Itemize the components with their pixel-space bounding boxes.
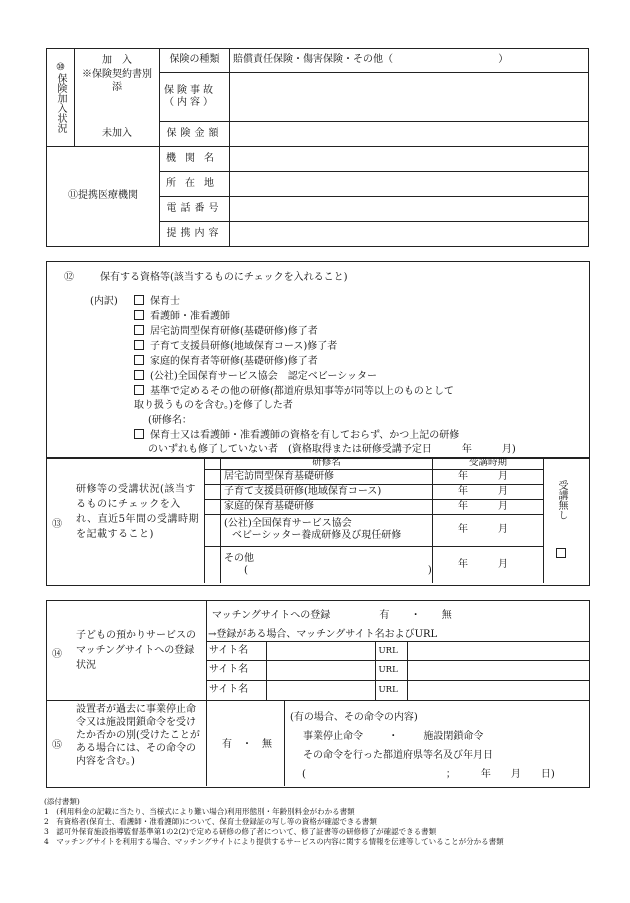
training-row-name-line1: (公社)全国保育サービス協会 xyxy=(224,517,352,529)
matching-dot: ・ xyxy=(410,610,421,621)
order-close[interactable]: 施設閉鎖命令 xyxy=(423,731,484,742)
training-row-name xyxy=(221,546,433,583)
training-none-checkbox[interactable] xyxy=(556,548,566,558)
checkbox[interactable] xyxy=(134,325,144,335)
training-name-field: (研修名： xyxy=(148,415,192,426)
insurance-section-number: ⑩ xyxy=(56,62,65,73)
training-section-number: ⑬ xyxy=(52,519,62,530)
attachment-item: 3 認可外保育施設指導監督基準第1の2(2)で定める研修の修了者について、修了証書等の研修修了が確認できる書類 xyxy=(44,827,437,836)
medical-section-title: ⑪提携医療機関 xyxy=(47,147,160,247)
checkbox[interactable] xyxy=(134,355,144,365)
qualification-item xyxy=(134,367,377,382)
order-issuer: その命令を行った都道府県等名及び年月日 xyxy=(303,750,493,761)
qualifications-number: ⑫ xyxy=(64,272,74,283)
training-row-name: 居宅訪問型保育基礎研修 xyxy=(221,469,433,484)
site-url-label: URL xyxy=(375,661,407,681)
site-url-label: URL xyxy=(375,642,407,661)
insurance-type-close: ） xyxy=(498,54,509,66)
month-label: 月 xyxy=(498,558,508,570)
qualification-item xyxy=(134,307,230,322)
qualification-other-cont: 取り扱うものを含む。)を修了した者 xyxy=(134,400,293,411)
qualification-label: (公社)全国保育サービス協会 認定ベビーシッター xyxy=(150,371,378,382)
order-date: ( ； 年 月 日) xyxy=(302,769,555,780)
order-stop[interactable]: 事業停止命令 xyxy=(303,731,363,742)
qualification-label: 保育士 xyxy=(150,296,180,307)
attachments xyxy=(44,797,595,847)
training-check-cell[interactable] xyxy=(205,546,221,583)
qualification-none-cont: のいずれも修了していない者 (資格取得または研修受講予定日 年 月) xyxy=(148,444,516,455)
training-row-period[interactable] xyxy=(433,514,544,546)
training-row-name xyxy=(221,514,433,546)
medical-address-label: 所在地 xyxy=(160,172,230,197)
site-url-label: URL xyxy=(375,681,407,700)
training-row-period[interactable] xyxy=(433,469,544,484)
qualification-item xyxy=(134,426,459,441)
matching-note: →登録がある場合、マッチングサイト名およびURL xyxy=(208,629,438,640)
year-label: 年 xyxy=(458,470,468,482)
training-check-cell[interactable] xyxy=(205,469,221,484)
qualifications-breakdown: (内訳) xyxy=(90,296,118,307)
medical-name-label: 機関名 xyxy=(160,147,230,172)
site-name-label: サイト名 xyxy=(206,642,266,661)
medical-content-value[interactable] xyxy=(230,222,589,247)
month-label: 月 xyxy=(498,500,508,512)
qualification-label: 基準で定めるその他の研修(都道府県知事等が同等以上のものとして xyxy=(150,386,454,397)
checkbox[interactable] xyxy=(134,295,144,305)
site-url-value[interactable] xyxy=(407,642,589,661)
training-row-name-line2: ベビーシッター養成研修及び現任研修 xyxy=(232,530,402,542)
insurance-contract-note: ※保険契約書別添 xyxy=(82,69,152,93)
site-name-label: サイト名 xyxy=(206,681,266,700)
medical-address-value[interactable] xyxy=(230,172,589,197)
checkbox[interactable] xyxy=(134,385,144,395)
order-detail-title: (有の場合、その命令の内容) xyxy=(290,712,418,723)
training-row-name: 子育て支援員研修(地域保育コース) xyxy=(221,484,433,499)
matching-registration-label: マッチングサイトへの登録 xyxy=(212,610,331,621)
insurance-accident-value[interactable] xyxy=(230,73,589,122)
matching-no[interactable]: 無 xyxy=(441,610,452,621)
site-name-value[interactable] xyxy=(266,681,375,700)
training-check-cell[interactable] xyxy=(205,499,221,514)
site-url-value[interactable] xyxy=(407,681,589,700)
order-types xyxy=(303,727,483,742)
matching-registration xyxy=(212,606,452,621)
site-name-value[interactable] xyxy=(266,661,375,681)
training-row-name: 家庭的保育基礎研修 xyxy=(221,499,433,514)
insurance-section-title: 保険加入状況 xyxy=(55,73,66,133)
attachments-title: (添付書類) xyxy=(44,797,80,806)
insurance-type-options: 賠償責任保険・傷害保険・その他（ xyxy=(233,54,393,66)
qualification-label: 保育士又は看護師・准看護師の資格を有しておらず、かつ上記の研修 xyxy=(150,430,460,441)
matching-section-number: ⑭ xyxy=(52,649,62,660)
insurance-accident-label: 保険事故（内容） xyxy=(160,73,230,122)
insurance-type-value xyxy=(230,49,589,73)
month-label: 月 xyxy=(498,485,508,497)
insurance-not-joined: 未加入 xyxy=(102,128,132,139)
medical-name-value[interactable] xyxy=(230,147,589,172)
order-sep: ・ xyxy=(388,731,399,742)
year-label: 年 xyxy=(458,485,468,497)
qualification-item xyxy=(134,292,180,307)
checkbox[interactable] xyxy=(134,310,144,320)
training-table xyxy=(204,457,544,583)
training-row-period[interactable] xyxy=(433,499,544,514)
attachment-item: 1 (利用料金の記載に当たり、当様式により難い場合)利用形態別・年齢別料金がわかる書類 xyxy=(44,807,355,816)
training-period-header: 受講時期 xyxy=(433,457,544,469)
site-name-value[interactable] xyxy=(266,642,375,661)
matching-section-label: 子どもの預かりサービスのマッチングサイトへの登録状況 xyxy=(76,630,196,671)
medical-phone-label: 電話番号 xyxy=(160,197,230,222)
year-label: 年 xyxy=(458,500,468,512)
checkbox[interactable] xyxy=(134,429,144,439)
training-section-label: 研修等の受講状況(該当するものにチェックを入れ、直近5年間の受講時期を記載すること) xyxy=(76,484,199,540)
qualification-item xyxy=(134,382,454,397)
insurance-amount-value[interactable] xyxy=(230,122,589,147)
insurance-joined: 加 入 xyxy=(102,55,132,66)
site-name-label: サイト名 xyxy=(206,661,266,681)
matching-yes[interactable]: 有 xyxy=(379,610,390,621)
month-label: 月 xyxy=(498,524,508,536)
attachment-item: 4 マッチングサイトを利用する場合、マッチングサイトにより提供するサービスの内容に関する情報を伝達等していることが分かる書類 xyxy=(44,837,504,846)
insurance-medical-table xyxy=(46,48,589,247)
checkbox[interactable] xyxy=(134,340,144,350)
medical-content-label: 提携内容 xyxy=(160,222,230,247)
training-name-header: 研修名 xyxy=(221,457,433,469)
qualification-label: 家庭的保育者等研修(基礎研修)修了者 xyxy=(150,356,318,367)
year-label: 年 xyxy=(458,524,468,536)
training-check-header xyxy=(205,457,221,469)
training-check-cell[interactable] xyxy=(205,514,221,546)
insurance-type-label: 保険の種類 xyxy=(160,49,230,73)
qualification-item xyxy=(134,322,318,337)
training-none-label: 受講無し xyxy=(556,480,567,520)
qualification-label: 子育て支援員研修(地域保育コース)修了者 xyxy=(150,341,338,352)
insurance-section-heading xyxy=(47,49,75,147)
training-row-period[interactable] xyxy=(433,546,544,583)
qualifications-title: 保有する資格等(該当するものにチェックを入れること) xyxy=(100,272,348,283)
order-section-label: 設置者が過去に事業停止命令又は施設閉鎖命令を受けたか否かの別(受けたことがある場合には、その命令の内容を含む。) xyxy=(76,704,200,767)
qualification-item xyxy=(134,352,318,367)
medical-phone-value[interactable] xyxy=(230,197,589,222)
month-label: 月 xyxy=(498,470,508,482)
matching-site-table xyxy=(206,641,589,700)
training-row-name-line1: その他 xyxy=(224,552,254,564)
order-yes-no[interactable]: 有 ・ 無 xyxy=(222,739,272,750)
insurance-amount-label: 保険金額 xyxy=(160,122,230,147)
attachment-item: 2 有資格者(保育士、看護師・准看護師)について、保育士登録証の写し等の資格が確認できる書類 xyxy=(44,817,377,826)
insurance-status-cell xyxy=(75,49,160,147)
order-yes-no-divider xyxy=(284,700,285,786)
qualification-label: 居宅訪問型保育研修(基礎研修)修了者 xyxy=(150,326,318,337)
training-row-period[interactable] xyxy=(433,484,544,499)
year-label: 年 xyxy=(458,558,468,570)
order-section-number: ⑮ xyxy=(52,740,62,751)
matching-divider xyxy=(46,700,589,701)
qualification-label: 看護師・准看護師 xyxy=(150,311,230,322)
checkbox[interactable] xyxy=(134,370,144,380)
training-check-cell[interactable] xyxy=(205,484,221,499)
training-row-name-line2: ( ) xyxy=(244,565,432,577)
site-url-value[interactable] xyxy=(407,661,589,681)
qualification-item xyxy=(134,337,337,352)
